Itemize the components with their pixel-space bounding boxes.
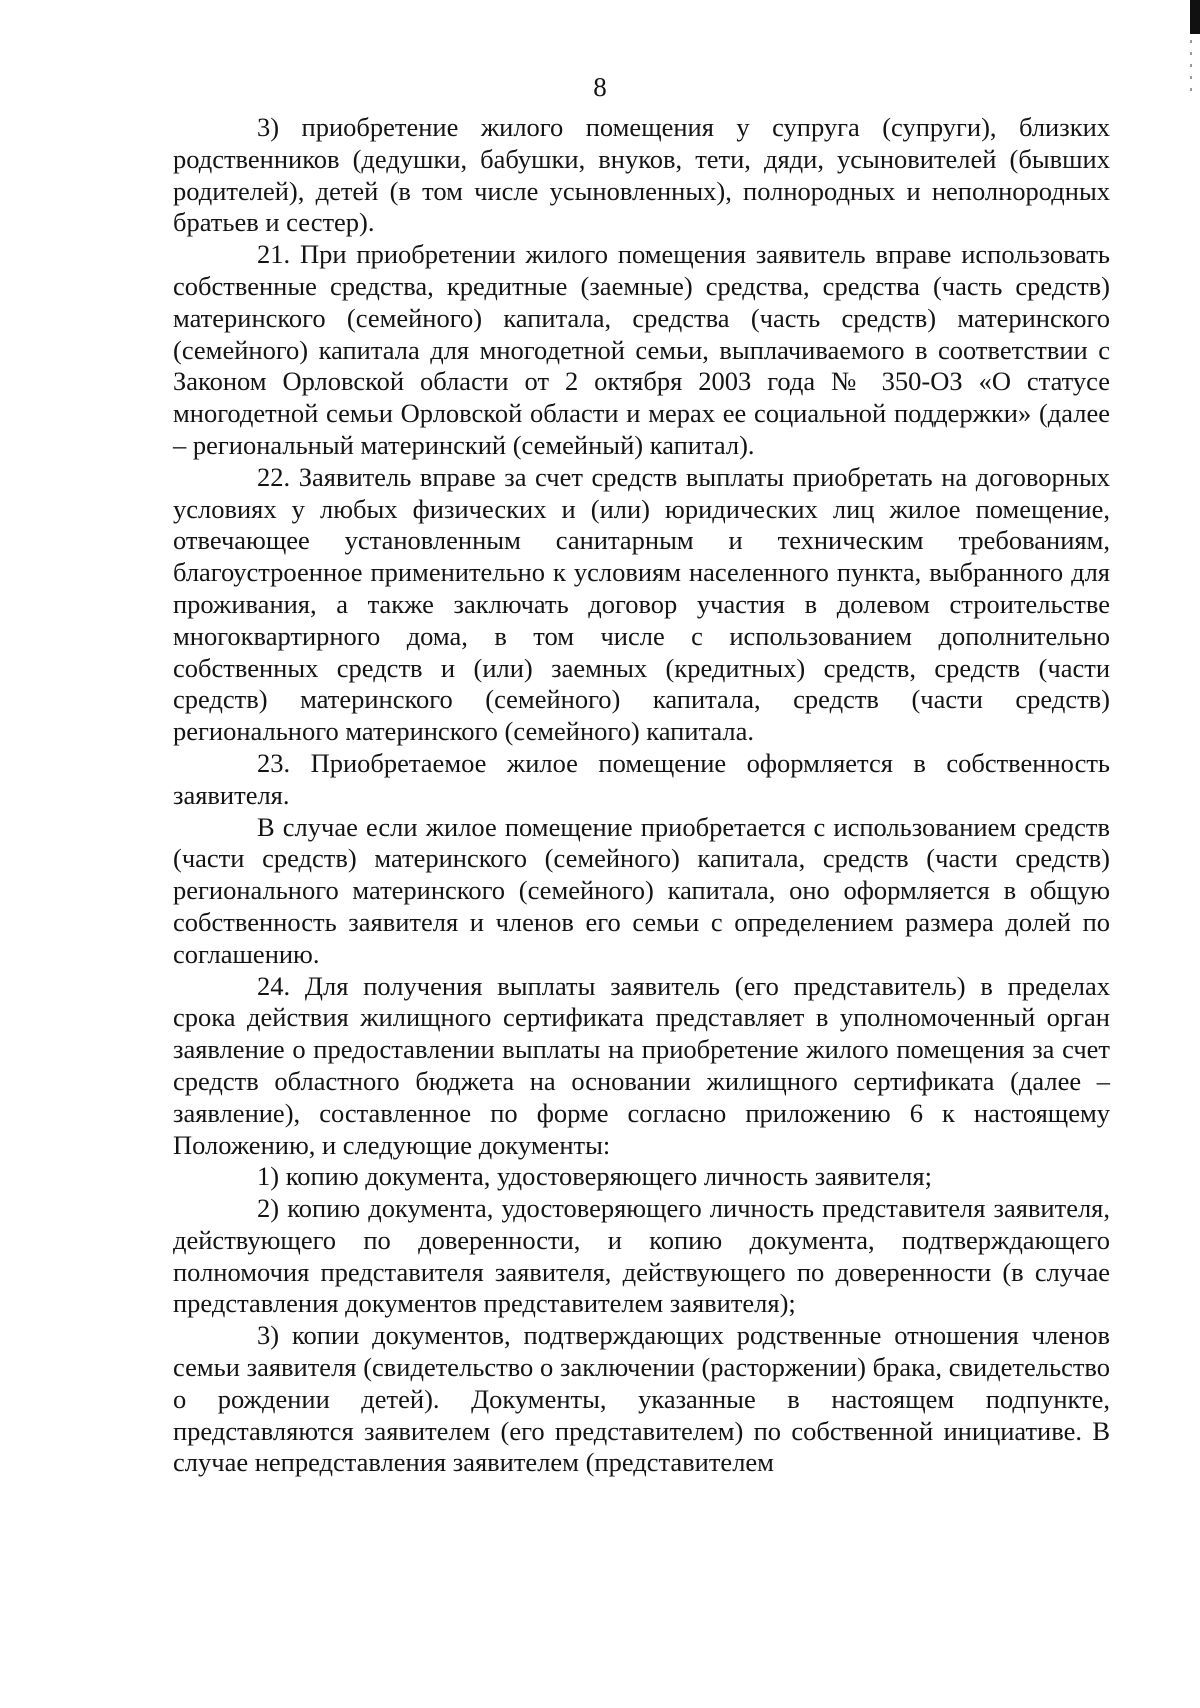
list-item-identity-copy: 1) копию документа, удостоверяющего личность заявителя; (257, 1161, 932, 1192)
page-number: 8 (593, 72, 607, 102)
list-item-family-documents: 3) копии документов, подтверждающих родственные отношения членов семьи заявителя (свидетельство о заключении (расторжении) брака, свидетельство о рождении детей). Документы, указанные в настоящем подпункте, представляются заявителем (его представителем) по собственной инициативе. В случае непредставления заявителем (представителем (173, 1320, 1110, 1478)
list-item-representative-copy: 2) копию документа, удостоверяющего личность представителя заявителя, действующего по доверенности, и копию документа, подтверждающего полномочия представителя заявителя, действующего по доверенности (в случае представления документов представителем заявителя); (173, 1193, 1110, 1319)
paragraph-23-shared-ownership: В случае если жилое помещение приобретается с использованием средств (части средств) материнского (семейного) капитала, средств (части средств) регионального материнского (семейного) капитала, оно оформляется в общую собственность заявителя и членов его семьи с определением размера долей по соглашению. (173, 811, 1110, 969)
paragraph-24-application: 24. Для получения выплаты заявитель (его представитель) в пределах срока действия жилищного сертификата представляет в уполномоченный орган заявление о предоставлении выплаты на приобретение жилого помещения за счет средств областного бюджета на основании жилищного сертификата (далее – заявление), составленное по форме согласно приложению 6 к настоящему Положению, и следующие документы: (173, 970, 1110, 1160)
paragraph-22-purchase-rights: 22. Заявитель вправе за счет средств выплаты приобретать на договорных условиях у любых физических и (или) юридических лиц жилое помещение, отвечающее установленным санитарным и техническим требованиям, благоустроенное применительно к условиям населенного пункта, выбранного для проживания, а также заключать договор участия в долевом строительстве многоквартирного дома, в том числе с использованием дополнительно собственных средств и (или) заемных (кредитных) средств, средств (части средств) материнского (семейного) капитала, средств (части средств) регионального материнского (семейного) капитала. (173, 461, 1110, 747)
paragraph-item-3-family-purchase: 3) приобретение жилого помещения у супруга (супруги), близких родственников (дедушки, бабушки, внуков, тети, дяди, усыновителей (бывших родителей), детей (в том числе усыновленных), полнородных и неполнородных братьев и сестер). (173, 112, 1110, 238)
paragraph-21-funding-sources: 21. При приобретении жилого помещения заявитель вправе использовать собственные средства, кредитные (заемные) средства, средства (часть средств) материнского (семейного) капитала, средства (часть средств) материнского (семейного) капитала для многодетной семьи, выплачиваемого в соответствии с Законом Орловской области от 2 октября 2003 года № 350-ОЗ «О статусе многодетной семьи Орловской области и мерах ее социальной поддержки» (далее – региональный материнский (семейный) капитал). (173, 239, 1110, 460)
scan-edge-mark (1190, 0, 1200, 34)
body-text (173, 112, 1110, 1479)
paragraph-23-ownership: 23. Приобретаемое жилое помещение оформляется в собственность заявителя. (173, 747, 1110, 810)
